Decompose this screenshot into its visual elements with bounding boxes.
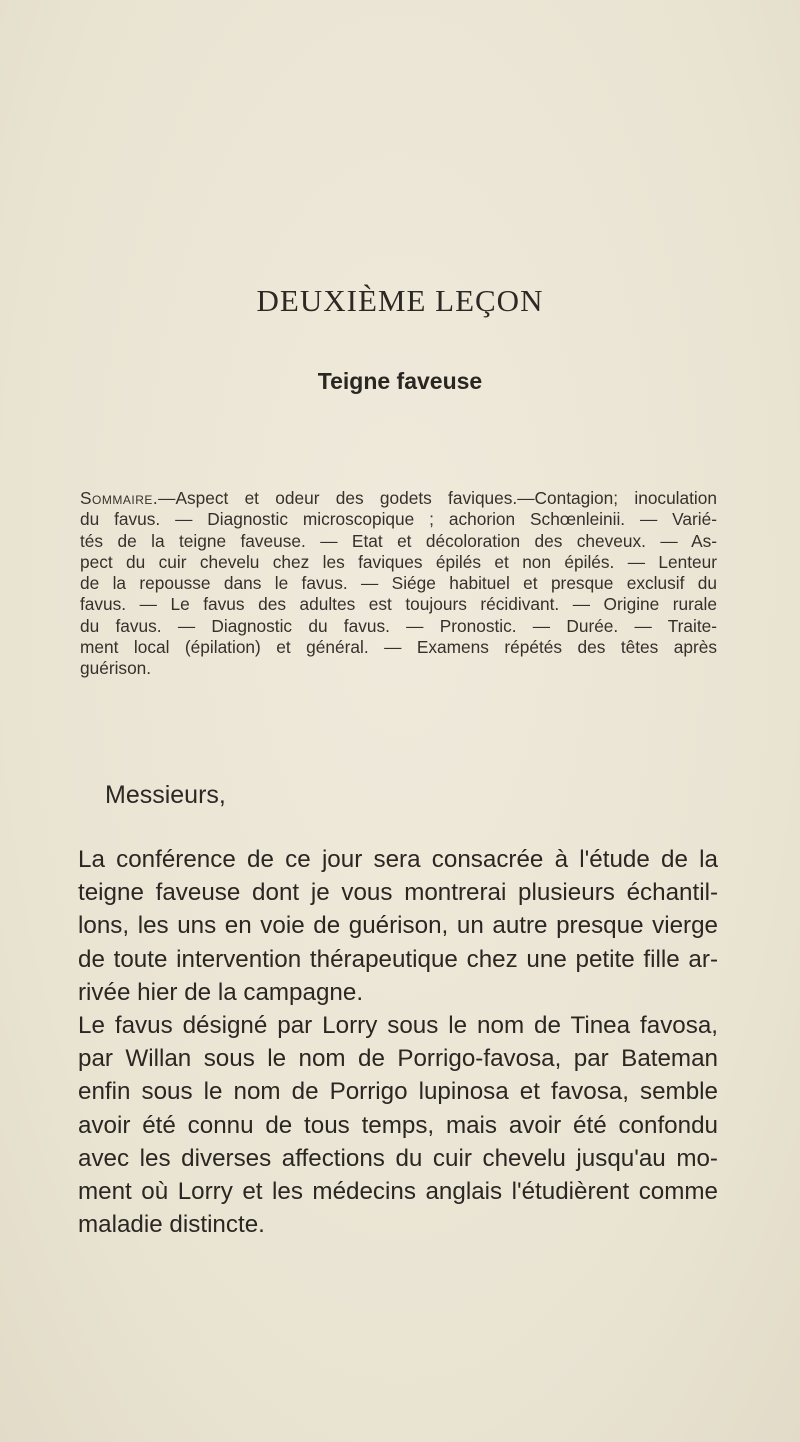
body-text xyxy=(78,843,718,1241)
paragraph-2-line: avoir été connu de tous temps, mais avoir été confondu xyxy=(78,1111,718,1139)
summary-line: pect du cuir chevelu chez les faviques épilés et non épilés. — Lenteur xyxy=(80,551,717,572)
paragraph-2-line: ment où Lorry et les médecins anglais l'étudièrent comme xyxy=(78,1178,718,1206)
summary-line: du favus. — Diagnostic microscopique ; achorion Schœnleinii. — Varié- xyxy=(80,509,717,530)
summary-block xyxy=(80,488,717,680)
paragraph-2-line: par Willan sous le nom de Porrigo-favosa, par Bateman xyxy=(78,1045,718,1073)
summary-line-text: —Aspect et odeur des godets faviques.—Contagion; inoculation xyxy=(158,488,717,508)
summary-lead: Sommaire. xyxy=(80,488,159,508)
summary-line: de la repousse dans le favus. — Siége habituel et presque exclusif du xyxy=(80,573,717,594)
paragraph-1-line: lons, les uns en voie de guérison, un autre presque vierge xyxy=(78,912,718,940)
salutation: Messieurs, xyxy=(105,781,226,809)
paragraph-2-line: enfin sous le nom de Porrigo lupinosa et favosa, semble xyxy=(78,1078,718,1106)
paragraph-2-line: Le favus désigné par Lorry sous le nom de Tinea favosa, xyxy=(78,1012,718,1040)
summary-line: guérison. xyxy=(80,658,152,679)
summary-line: tés de la teigne faveuse. — Etat et décoloration des cheveux. — As- xyxy=(80,530,717,551)
lesson-subtitle: Teigne faveuse xyxy=(317,368,483,394)
paragraph-2-line: maladie distincte. xyxy=(78,1211,265,1239)
paragraph-1-line: teigne faveuse dont je vous montrerai plusieurs échantil- xyxy=(78,879,718,907)
lesson-title: DEUXIÈME LEÇON xyxy=(256,283,544,318)
paragraph-1-line: rivée hier de la campagne. xyxy=(78,978,364,1006)
summary-line xyxy=(80,488,717,509)
summary-line: ment local (épilation) et général. — Examens répétés des têtes après xyxy=(80,637,717,658)
paragraph-2-line: avec les diverses affections du cuir chevelu jusqu'au mo- xyxy=(78,1144,718,1172)
summary-line: du favus. — Diagnostic du favus. — Pronostic. — Durée. — Traite- xyxy=(80,615,717,636)
paragraph-1-line: de toute intervention thérapeutique chez une petite fille ar- xyxy=(78,945,718,973)
paragraph-1-line: La conférence de ce jour sera consacrée à l'étude de la xyxy=(78,846,718,873)
summary-line: favus. — Le favus des adultes est toujours récidivant. — Origine rurale xyxy=(80,594,717,615)
